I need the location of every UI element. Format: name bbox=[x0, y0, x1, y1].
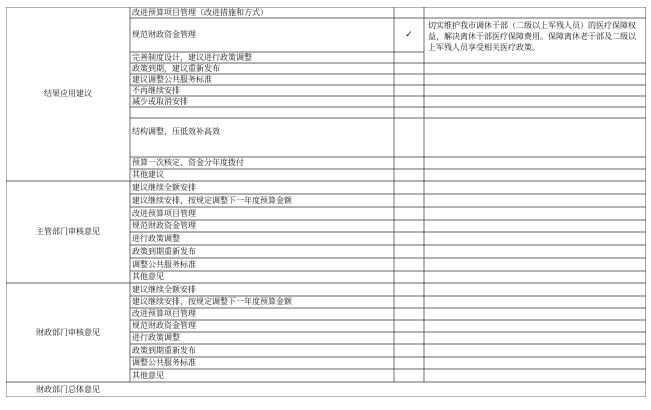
option-item: 规范财政资金管理 bbox=[132, 30, 196, 39]
option-item: 政策到期重新发布 bbox=[132, 345, 196, 355]
option-item: 规范财政资金管理 bbox=[132, 321, 196, 330]
option-item: 政策到期，建议重新发布 bbox=[132, 63, 220, 73]
evaluation-table bbox=[6, 7, 646, 397]
option-item: 改进预算项目管理 bbox=[132, 309, 196, 318]
section-title-finance-overall: 财政部门总体意见 bbox=[36, 384, 100, 394]
option-item: 政策到期重新发布 bbox=[132, 246, 196, 256]
section-title-result-suggestions: 结果应用建议 bbox=[44, 89, 92, 98]
option-item: 建议调整公共服务标准 bbox=[132, 74, 212, 84]
option-item: 建议继续安排，按规定调整下一年度预算金额 bbox=[132, 195, 292, 205]
option-item: 建议继续全额安排 bbox=[132, 284, 196, 294]
option-item: 结构调整，压低效补高效 bbox=[132, 127, 220, 136]
option-item: 建议继续安排，按规定调整下一年度预算金额 bbox=[132, 297, 292, 306]
section-title-department-review: 主管部门审核意见 bbox=[36, 227, 100, 236]
option-item: 不再继续安排 bbox=[132, 85, 180, 95]
section-title-finance-review: 财政部门审核意见 bbox=[36, 327, 100, 337]
option-item: 调整公共服务标准 bbox=[132, 358, 196, 367]
option-item: 进行政策调整 bbox=[132, 333, 180, 342]
option-item: 改进预算项目管理（改进措施和方式） bbox=[132, 7, 268, 17]
option-item: 其他意见 bbox=[132, 370, 164, 380]
option-item: 其他建议 bbox=[132, 170, 164, 179]
option-item: 改进预算项目管理 bbox=[132, 208, 196, 218]
option-item: 其他意见 bbox=[132, 272, 164, 281]
option-item: 调整公共服务标准 bbox=[132, 259, 196, 269]
option-item: 预算一次核定、资金分年度拨付 bbox=[132, 158, 244, 167]
option-item: 完善制度设计，建议进行政策调整 bbox=[132, 52, 252, 62]
option-item: 进行政策调整 bbox=[132, 233, 180, 243]
suggestion-note: 切实维护我市调休干部（二级以上军残人员）的医疗保障权益，解决离休干部医疗保障费用。保障离休老干部及二级以上军残人员享受相关医疗政策。 bbox=[428, 21, 636, 52]
option-item: 建议继续全额安排 bbox=[132, 182, 196, 192]
option-item: 规范财政资金管理 bbox=[132, 221, 196, 230]
option-item: 减少或取消安排 bbox=[132, 96, 188, 106]
check-mark-icon: ✓ bbox=[405, 30, 413, 40]
